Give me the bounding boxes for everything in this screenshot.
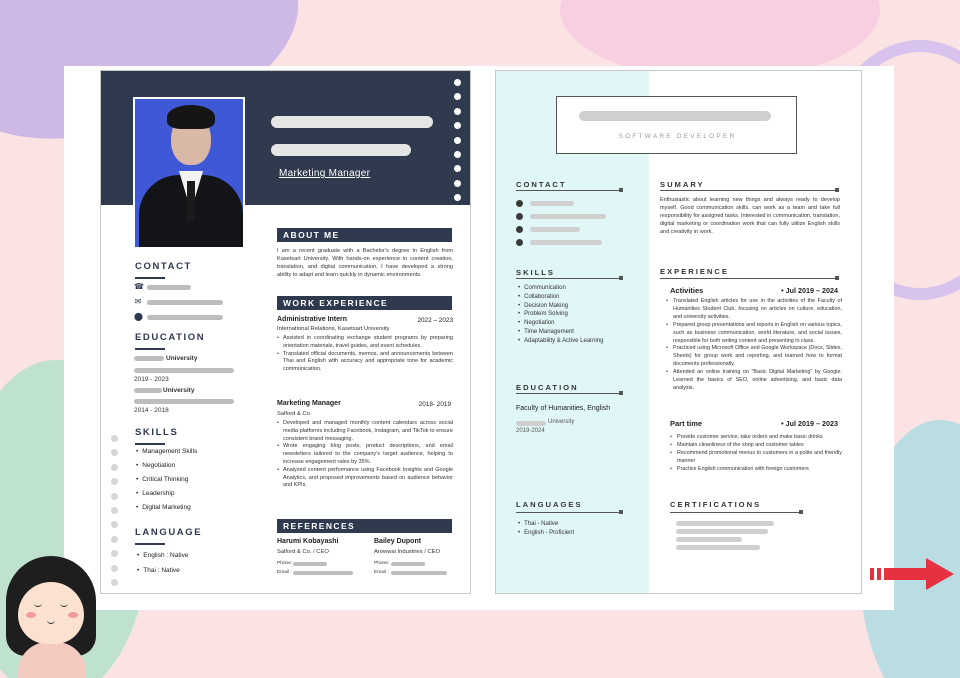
email-redacted (530, 214, 606, 219)
skills-list (518, 284, 604, 346)
job-duties (277, 335, 453, 374)
job-duty: • Assisted in coordinating exchange student programs by preparing orientation materials, travel guides, and event schedules. (277, 335, 453, 351)
heading-rule (660, 190, 838, 191)
experience-duty: • Maintain cleanliness of the shop and customer tables (670, 442, 842, 450)
reference-email-label: Email : (374, 570, 389, 575)
job-role: Marketing Manager (277, 400, 341, 407)
education-years: 2014 - 2018 (134, 407, 169, 414)
heading-rule (670, 512, 802, 513)
summary-text: Enthusiastic about learning new things and always ready to develop myself. Good communication skills, can work as a team and take full responsibility for assigned tasks. Interested in communication, translation, digital marketing or coordination work that can fully utilize English skills and creativity in work. (660, 197, 840, 235)
name-box (556, 96, 797, 154)
reference-name: Bailey Dupont (374, 538, 422, 545)
certifications-heading: CERTIFICATIONS (670, 500, 762, 509)
language-item: • English - Proficient (518, 529, 574, 538)
skill-item: • Communication (518, 284, 604, 293)
work-heading: WORK EXPERIENCE (277, 296, 452, 310)
skill-item: • Digital Marketing (136, 504, 191, 511)
experience-duty: • Prepared group presentations and reports in English on various topics, such as business communication, world literature, and social issues, responsible for both writing content and presenting in class. (666, 322, 842, 346)
job-dates: 2018- 2019 (418, 401, 451, 408)
resume-page-right (495, 70, 862, 594)
school-name: University (163, 387, 195, 394)
heading-rule (516, 278, 622, 279)
name-redacted (579, 111, 771, 121)
experience-duty: • Recommend promotional menus to customers in a polite and friendly manner (670, 450, 842, 466)
references-heading: REFERENCES (277, 519, 452, 533)
contact-heading: CONTACT (135, 261, 192, 279)
resume-page-left (100, 70, 471, 594)
skills-heading: SKILLS (516, 268, 556, 277)
certification-redacted (676, 529, 768, 534)
language-item: • Thai : Native (137, 567, 180, 574)
skills-heading: SKILLS (135, 427, 178, 445)
languages-heading: LANGUAGES (516, 500, 583, 509)
skill-item: • Time Management (518, 328, 604, 337)
address-redacted (147, 315, 223, 320)
skill-item: • Problem Solving (518, 310, 604, 319)
skill-item: • Decision Making (518, 302, 604, 311)
profile-photo (133, 97, 245, 249)
skill-item: • Critical Thinking (136, 476, 188, 483)
dot-column (454, 79, 462, 252)
skill-item: • Adaptability & Active Learning (518, 337, 604, 346)
phone-redacted (293, 562, 327, 566)
phone-icon (516, 200, 523, 207)
degree-redacted (134, 368, 234, 373)
email-redacted (293, 571, 353, 575)
experience-dates: • Jul 2019 – 2024 (781, 286, 838, 295)
job-dates: 2022 – 2023 (417, 317, 453, 324)
job-duty: • Wrote engaging blog posts, product descriptions, and email newsletters tailored to the company's target audience, helping to increase engagement rates by 35%. (277, 443, 453, 466)
education-school: University (548, 419, 575, 425)
school-redacted (134, 388, 162, 393)
experience-heading: EXPERIENCE (660, 267, 729, 276)
phone-redacted (391, 562, 425, 566)
location-icon: ⬤ (134, 312, 143, 321)
job-duties (277, 420, 453, 490)
certification-redacted (676, 521, 774, 526)
experience-duty: • Translated English articles for use in the activities of the Faculty of Humanities Student Club, focusing on articles on culture, education, and university activities. (666, 298, 842, 322)
name-redacted (271, 144, 411, 156)
school-redacted (516, 421, 546, 426)
cartoon-avatar (4, 556, 100, 678)
heading-rule (516, 190, 622, 191)
experience-role: Part time (670, 419, 703, 428)
skill-item: • Collaboration (518, 293, 604, 302)
education-years: 2019 - 2023 (134, 376, 169, 383)
job-duty: • Developed and managed monthly content calendars across social media platforms including Facebook, Instagram, and TikTok to ensure consistent brand messaging. (277, 420, 453, 443)
dot-column (111, 435, 118, 594)
name-redacted (271, 116, 433, 128)
job-duty: • Translated official documents, memos, and announcements between Thai and English with accuracy and appropriate tone for academic communication. (277, 351, 453, 374)
heading-rule (660, 278, 838, 279)
certification-redacted (676, 545, 760, 550)
job-org: International Relations, Kasetsart University (277, 326, 390, 332)
school-redacted (134, 356, 164, 361)
experience-duties (670, 434, 842, 474)
job-duty: • Analyzed content performance using Facebook Insights and Google Analytics, and proposed improvements based on audience behavior and KPIs. (277, 467, 453, 490)
job-title: Marketing Manager (279, 168, 371, 179)
experience-duty: • Attended an online training on "Basic Digital Marketing" by Google. Learned the basics of SEO, online advertising, and basic data analysis. (666, 369, 842, 393)
contact-heading: CONTACT (516, 180, 567, 189)
mail-icon: ✉ (134, 297, 142, 306)
address-redacted (530, 240, 602, 245)
education-heading: EDUCATION (135, 332, 205, 350)
education-faculty: Faculty of Humanities, English (516, 405, 611, 412)
experience-duty: • Practice English communication with foreign customers (670, 466, 842, 474)
language-item: • English : Native (137, 552, 188, 559)
skill-item: • Negotiation (518, 319, 604, 328)
phone-icon: ☎ (134, 282, 144, 291)
school-name: University (166, 355, 198, 362)
certification-redacted (676, 537, 742, 542)
degree-redacted (134, 399, 234, 404)
heading-rule (516, 512, 622, 513)
language-item: • Thai - Native (518, 520, 574, 529)
heading-rule (516, 393, 622, 394)
handle-redacted (530, 227, 580, 232)
languages-list (518, 520, 574, 538)
web-icon (516, 239, 523, 246)
email-redacted (147, 300, 223, 305)
phone-redacted (530, 201, 574, 206)
subtitle: SOFTWARE DEVELOPER (618, 133, 737, 140)
experience-dates: • Jul 2019 – 2023 (781, 419, 838, 428)
experience-duties (666, 298, 842, 393)
reference-phone-label: Phone: (374, 561, 390, 566)
reference-phone-label: Phone: (277, 561, 293, 566)
reference-name: Harumi Kobayashi (277, 538, 339, 545)
skill-item: • Leadership (136, 490, 174, 497)
arrow-right-icon (868, 556, 954, 592)
experience-duty: • Provide customer service, take orders and make basic drinks (670, 434, 842, 442)
language-heading: LANGUAGE (135, 527, 202, 545)
job-role: Administrative Intern (277, 316, 348, 323)
skill-item: • Negotiation (136, 462, 175, 469)
reference-org: Salford & Co. / CEO (277, 549, 329, 555)
about-text: I am a recent graduate with a Bachelor's degree in English from Kasetsart University. With hands-on experience in content creation, translation, and digital communication, I have developed a strong ability to adapt and learn quickly in dynamic environments. (277, 248, 453, 278)
phone-redacted (147, 285, 191, 290)
link-icon (516, 226, 523, 233)
reference-email-label: Email : (277, 570, 292, 575)
about-heading: ABOUT ME (277, 228, 452, 242)
experience-duty: • Practiced using Microsoft Office and Google Workspace (Docs, Slides, Sheets) for group work and reporting, and learned how to format documents professionally. (666, 345, 842, 369)
email-redacted (391, 571, 447, 575)
education-heading: EDUCATION (516, 383, 579, 392)
skill-item: • Management Skills (136, 448, 197, 455)
summary-heading: SUMARY (660, 180, 705, 189)
experience-role: Activities (670, 286, 704, 295)
mail-icon (516, 213, 523, 220)
education-years: 2019-2024 (516, 428, 545, 434)
reference-org: Arowwai Industries / CEO (374, 549, 441, 555)
job-org: Salford & Co. (277, 411, 312, 417)
